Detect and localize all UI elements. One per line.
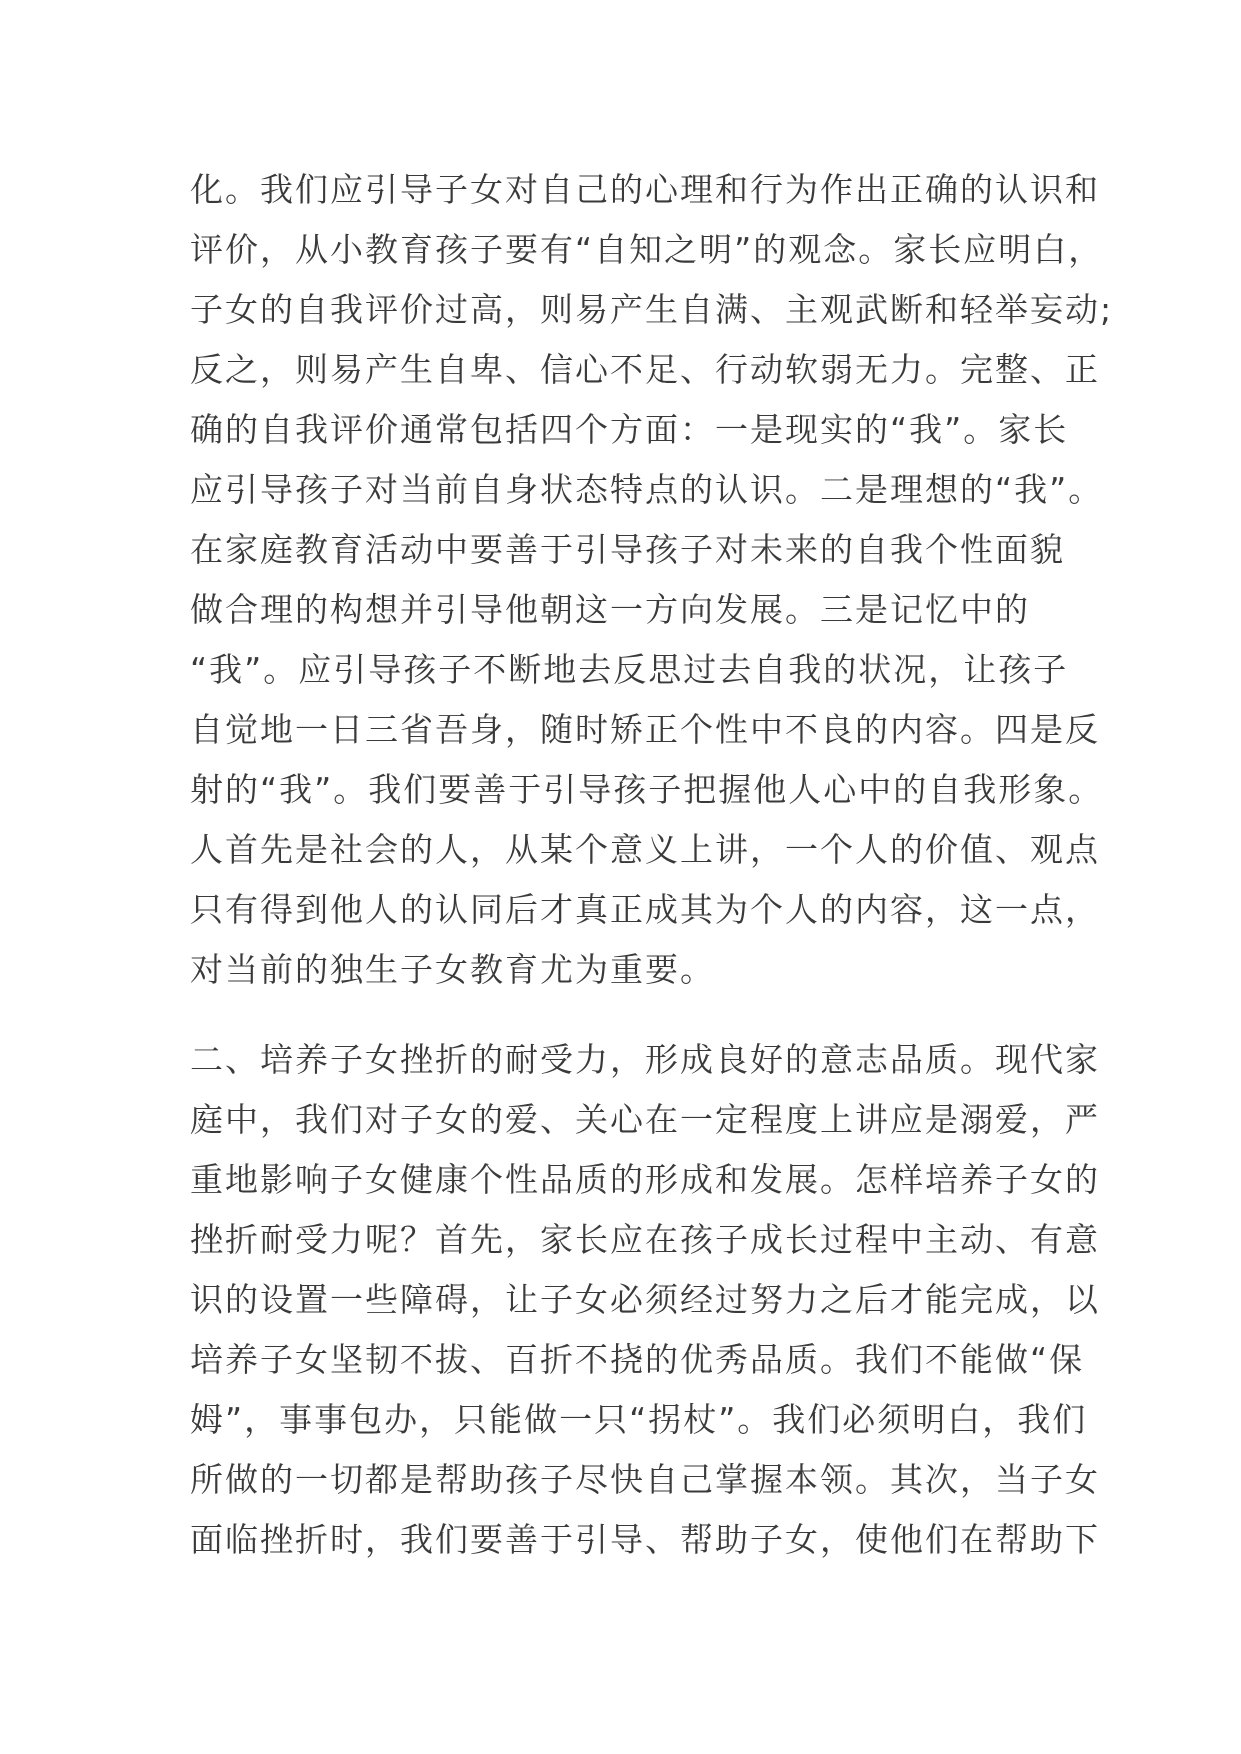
text-line: “我”。应引导孩子不断地去反思过去自我的状况，让孩子 [190, 650, 1069, 689]
text-line: 做合理的构想并引导他朝这一方向发展。三是记忆中的 [190, 590, 1030, 629]
text-line: 庭中，我们对子女的爱、关心在一定程度上讲应是溺爱，严 [190, 1100, 1100, 1139]
text-line: 评价，从小教育孩子要有“自知之明”的观念。家长应明白， [190, 230, 1104, 269]
text-line: 在家庭教育活动中要善于引导孩子对未来的自我个性面貌 [190, 530, 1065, 569]
text-line: 姆”，事事包办，只能做一只“拐杖”。我们必须明白，我们 [190, 1400, 1088, 1439]
text-line: 对当前的独生子女教育尤为重要。 [190, 950, 715, 989]
text-line: 射的“我”。我们要善于引导孩子把握他人心中的自我形象。 [190, 770, 1104, 809]
text-line: 自觉地一日三省吾身，随时矫正个性中不良的内容。四是反 [190, 710, 1100, 749]
paragraph-frustration-tolerance [190, 1030, 1100, 1570]
text-line: 面临挫折时，我们要善于引导、帮助子女，使他们在帮助下 [190, 1520, 1100, 1559]
text-line: 反之，则易产生自卑、信心不足、行动软弱无力。完整、正 [190, 350, 1100, 389]
text-line: 挫折耐受力呢？首先，家长应在孩子成长过程中主动、有意 [190, 1220, 1100, 1259]
text-line: 识的设置一些障碍，让子女必须经过努力之后才能完成，以 [190, 1280, 1100, 1319]
text-line: 确的自我评价通常包括四个方面：一是现实的“我”。家长 [190, 410, 1069, 449]
text-line: 应引导孩子对当前自身状态特点的认识。二是理想的“我”。 [190, 470, 1104, 509]
paragraph-self-evaluation [190, 160, 1114, 1000]
text-line: 二、培养子女挫折的耐受力，形成良好的意志品质。现代家 [190, 1040, 1100, 1079]
text-line: 人首先是社会的人，从某个意义上讲，一个人的价值、观点 [190, 830, 1100, 869]
text-line: 化。我们应引导子女对自己的心理和行为作出正确的认识和 [190, 170, 1100, 209]
text-line: 所做的一切都是帮助孩子尽快自己掌握本领。其次，当子女 [190, 1460, 1100, 1499]
text-line: 只有得到他人的认同后才真正成其为个人的内容，这一点， [190, 890, 1100, 929]
text-line: 子女的自我评价过高，则易产生自满、主观武断和轻举妄动; [190, 290, 1114, 329]
text-line: 培养子女坚韧不拔、百折不挠的优秀品质。我们不能做“保 [190, 1340, 1085, 1379]
text-line: 重地影响子女健康个性品质的形成和发展。怎样培养子女的 [190, 1160, 1100, 1199]
